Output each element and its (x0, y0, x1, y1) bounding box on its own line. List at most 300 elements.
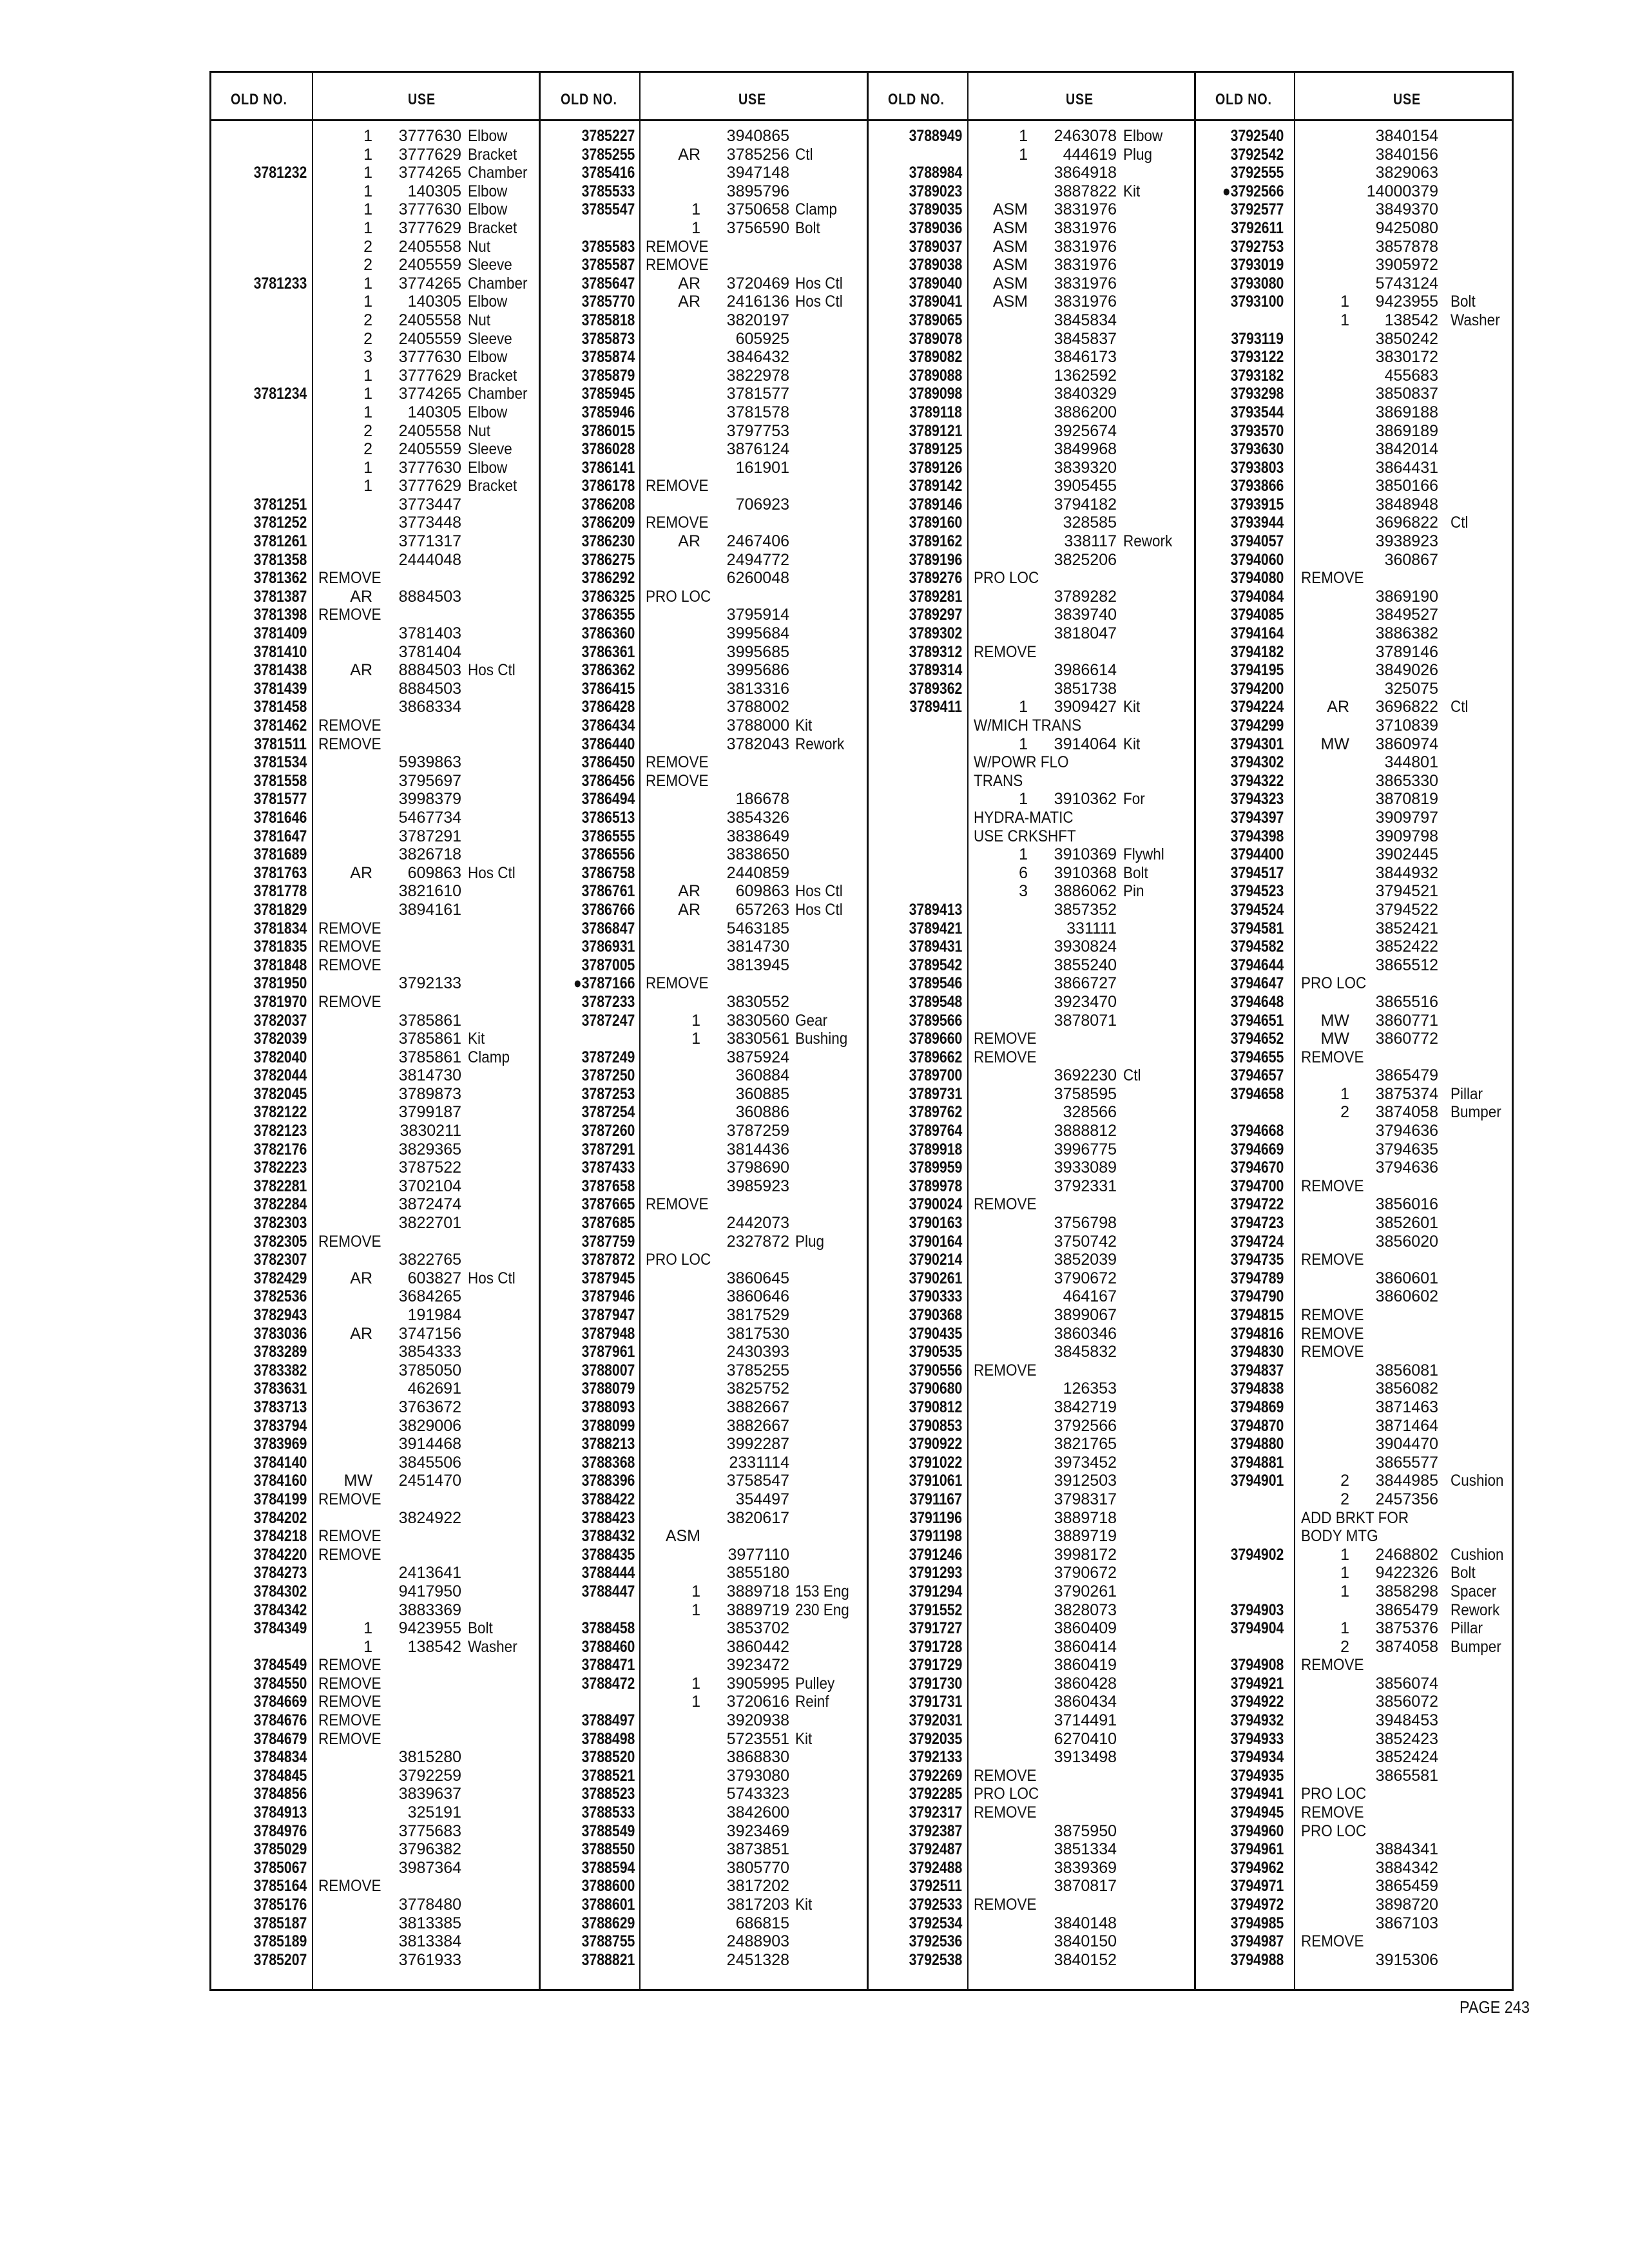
old-part-number: 3788007 (581, 1361, 635, 1379)
note-text: REMOVE (318, 992, 381, 1011)
old-part-number: 3789142 (909, 477, 962, 495)
table-row (211, 1343, 537, 1361)
table-row (539, 495, 865, 514)
note-text: REMOVE (646, 256, 709, 274)
use-part-number: 360867 (1384, 550, 1438, 569)
table-row (1194, 1048, 1514, 1067)
quantity-code: 1 (363, 458, 372, 477)
use-part-number: 3771317 (398, 532, 461, 551)
table-row (1194, 1085, 1514, 1104)
table-row (1194, 532, 1514, 551)
table-row (867, 182, 1192, 201)
table-row (539, 330, 865, 349)
old-part-number: 3789196 (909, 550, 962, 569)
use-part-number: 3785050 (398, 1361, 461, 1379)
old-part-number: 3787433 (581, 1158, 635, 1177)
part-description: Chamber (468, 164, 528, 182)
use-part-number: 3864431 (1375, 458, 1438, 477)
use-part-number: 2457356 (1375, 1490, 1438, 1508)
quantity-code: AR (678, 293, 700, 311)
old-part-number: 3793803 (1230, 458, 1284, 477)
table-row (1194, 680, 1514, 698)
old-part-number: 3786015 (581, 421, 635, 440)
use-part-number: 3865516 (1375, 992, 1438, 1011)
table-row (867, 127, 1192, 146)
use-part-number: 3830211 (400, 1122, 461, 1140)
table-row (867, 1379, 1192, 1398)
table-row (539, 1490, 865, 1509)
table-row (1194, 569, 1514, 588)
table-row (211, 1233, 537, 1251)
table-row (211, 624, 537, 643)
table-row (539, 753, 865, 772)
use-part-number: 3826718 (398, 845, 461, 864)
table-row (1194, 1435, 1514, 1454)
table-row (539, 1675, 865, 1693)
old-part-number: 3786494 (581, 790, 635, 809)
use-part-number: 3865459 (1375, 1877, 1438, 1896)
old-part-number: 3794195 (1230, 661, 1284, 680)
use-part-number: 3794636 (1375, 1122, 1438, 1140)
old-part-number: 3794901 (1230, 1472, 1284, 1490)
old-part-number: 3785946 (581, 403, 635, 421)
table-row (1194, 1103, 1514, 1122)
use-part-number: 3777629 (398, 477, 461, 495)
old-part-number: 3792540 (1230, 127, 1284, 145)
old-part-number: 3788447 (581, 1582, 635, 1600)
table-row (211, 367, 537, 385)
table-row (539, 293, 865, 311)
use-part-number: 3822978 (726, 366, 789, 385)
table-row (211, 1251, 537, 1269)
old-part-number: 3794644 (1230, 956, 1284, 974)
table-row (211, 459, 537, 477)
old-part-number: 3787249 (581, 1048, 635, 1066)
use-part-number: 3867103 (1375, 1914, 1438, 1932)
old-part-number: 3794080 (1230, 569, 1284, 588)
table-row (867, 551, 1192, 570)
old-part-number: 3791198 (909, 1527, 962, 1546)
old-part-number: 3789302 (909, 624, 962, 643)
note-text: REMOVE (318, 1232, 381, 1251)
table-row (1194, 440, 1514, 459)
quantity-code: 2 (363, 421, 372, 440)
old-part-number: 3794400 (1230, 845, 1284, 864)
use-part-number: 3875374 (1375, 1084, 1438, 1103)
use-part-number: 2327872 (726, 1232, 789, 1251)
note-text: REMOVE (974, 1030, 1037, 1048)
table-row (211, 1619, 537, 1638)
use-part-number: 9417950 (398, 1582, 461, 1600)
quantity-code: AR (350, 661, 372, 680)
note-text: REMOVE (1301, 1251, 1364, 1269)
use-part-number: 464167 (1063, 1287, 1117, 1306)
old-part-number: 3782040 (253, 1048, 307, 1066)
table-row (211, 1085, 537, 1104)
part-description: For (1123, 790, 1145, 809)
use-part-number: 5743323 (726, 1785, 789, 1803)
quantity-code: ASM (992, 256, 1028, 274)
use-part-number: 3785861 (398, 1011, 461, 1030)
table-row (539, 219, 865, 238)
table-row (539, 1914, 865, 1933)
note-text: REMOVE (318, 1490, 381, 1508)
table-row (867, 514, 1192, 532)
old-part-number: 3788497 (581, 1711, 635, 1730)
use-part-number: 3874058 (1375, 1637, 1438, 1656)
use-part-number: 3947148 (726, 164, 789, 182)
old-part-number: 3791729 (909, 1656, 962, 1675)
quantity-code: 1 (691, 200, 700, 219)
old-part-number: 3787253 (581, 1084, 635, 1103)
use-part-number: 3788002 (726, 698, 789, 716)
old-part-number: 3794908 (1230, 1656, 1284, 1675)
table-row (1194, 1619, 1514, 1638)
old-part-number: 3789037 (909, 237, 962, 256)
table-row (539, 1840, 865, 1859)
table-row (211, 532, 537, 551)
note-text: REMOVE (318, 1545, 381, 1564)
use-part-number: 3798317 (1054, 1490, 1117, 1508)
note-text: REMOVE (318, 1656, 381, 1675)
old-part-number: 3789088 (909, 366, 962, 385)
header-use: USE (1066, 91, 1094, 108)
table-row (211, 643, 537, 662)
old-part-number: 3789413 (909, 900, 962, 919)
old-part-number: 3794224 (1230, 698, 1284, 716)
use-part-number: 3831976 (1054, 218, 1117, 237)
table-row (539, 146, 865, 164)
part-description: 153 Eng (795, 1582, 849, 1600)
old-part-number: 3781232 (253, 164, 307, 182)
use-part-number: 140305 (407, 293, 461, 311)
table-row (1194, 1325, 1514, 1343)
table-row (211, 680, 537, 698)
use-part-number: 3884341 (1375, 1840, 1438, 1859)
table-row (539, 182, 865, 201)
use-part-number: 5723551 (726, 1729, 789, 1748)
note-text: W/MICH TRANS (974, 716, 1082, 735)
table-row (867, 1619, 1192, 1638)
note-text: REMOVE (1301, 569, 1364, 588)
table-row (539, 1048, 865, 1067)
old-part-number: 3790812 (909, 1398, 962, 1416)
old-part-number: 3794651 (1230, 1011, 1284, 1030)
table-row (867, 1177, 1192, 1196)
use-part-number: 2405559 (398, 256, 461, 274)
table-row (867, 1803, 1192, 1822)
quantity-code: AR (350, 587, 372, 606)
old-part-number: 3784669 (253, 1693, 307, 1711)
table-row (539, 1158, 865, 1177)
table-row (1194, 293, 1514, 311)
note-text: PRO LOC (974, 569, 1039, 588)
use-part-number: 9423955 (1375, 293, 1438, 311)
table-row (1194, 735, 1514, 754)
old-part-number: 3791552 (909, 1600, 962, 1619)
old-part-number: 3791728 (909, 1637, 962, 1656)
old-part-number: 3788368 (581, 1453, 635, 1472)
old-part-number: 3789040 (909, 274, 962, 293)
use-part-number: 3899067 (1054, 1306, 1117, 1324)
old-part-number: 3785547 (581, 200, 635, 219)
use-part-number: 3844932 (1375, 863, 1438, 882)
table-row (539, 1306, 865, 1325)
use-part-number: 3790672 (1054, 1269, 1117, 1287)
table-row (1194, 1932, 1514, 1951)
part-description: Elbow (468, 182, 508, 200)
table-row (539, 1287, 865, 1306)
table-row (1194, 1656, 1514, 1675)
table-row (539, 956, 865, 975)
table-row (539, 1546, 865, 1564)
old-part-number: 3785416 (581, 164, 635, 182)
old-part-number: 3782307 (253, 1251, 307, 1269)
quantity-code: MW (1320, 1030, 1349, 1048)
old-part-number: 3781439 (253, 679, 307, 698)
table-row (867, 1085, 1192, 1104)
table-row (1194, 164, 1514, 182)
table-row (539, 1269, 865, 1288)
use-part-number: 2405558 (398, 311, 461, 329)
old-part-number: 3791731 (909, 1693, 962, 1711)
old-part-number: 3786360 (581, 624, 635, 643)
table-row (211, 937, 537, 956)
old-part-number: 3786415 (581, 679, 635, 698)
note-text: REMOVE (974, 1803, 1037, 1822)
table-row (867, 367, 1192, 385)
quantity-code: MW (1320, 735, 1349, 753)
old-part-number: 3789662 (909, 1048, 962, 1066)
quantity-code: 1 (1340, 1084, 1349, 1103)
old-part-number: 3781438 (253, 661, 307, 680)
old-part-number: 3794322 (1230, 771, 1284, 790)
old-part-number: 3789421 (909, 919, 962, 937)
table-row (867, 1398, 1192, 1417)
use-part-number: 2405558 (398, 421, 461, 440)
use-part-number: 444619 (1063, 145, 1117, 164)
old-part-number: 3789660 (909, 1030, 962, 1048)
table-row (539, 127, 865, 146)
use-part-number: 3889719 (726, 1600, 789, 1619)
table-row (539, 937, 865, 956)
use-part-number: 3882667 (726, 1398, 789, 1416)
table-row (211, 1048, 537, 1067)
old-part-number: 3791730 (909, 1674, 962, 1693)
table-row (211, 1693, 537, 1711)
use-part-number: 3852422 (1375, 937, 1438, 956)
table-row (539, 1932, 865, 1951)
table-row (211, 661, 537, 680)
table-row (539, 1472, 865, 1490)
table-row (1194, 993, 1514, 1012)
use-part-number: 3838649 (726, 827, 789, 845)
table-row (1194, 1693, 1514, 1711)
part-description: Rework (1451, 1600, 1500, 1619)
use-part-number: 3774265 (398, 164, 461, 182)
table-row (539, 1711, 865, 1730)
part-description: Ctl (1451, 514, 1469, 532)
old-part-number: 3788396 (581, 1472, 635, 1490)
table-row (539, 1103, 865, 1122)
table-row (539, 1564, 865, 1582)
table-row (1194, 1675, 1514, 1693)
use-part-number: 9422326 (1375, 1564, 1438, 1582)
old-part-number: 3787947 (581, 1306, 635, 1324)
use-part-number: 3777629 (398, 366, 461, 385)
table-row (867, 1932, 1192, 1951)
note-text: PRO LOC (1301, 1821, 1367, 1840)
use-part-number: 3795697 (398, 771, 461, 790)
old-part-number: 3781398 (253, 606, 307, 624)
table-row (539, 643, 865, 662)
table-row (539, 477, 865, 495)
table-row (867, 588, 1192, 606)
old-part-number: 3794164 (1230, 624, 1284, 643)
quantity-code: 2 (363, 237, 372, 256)
table-row (1194, 330, 1514, 349)
use-part-number: 3831976 (1054, 200, 1117, 219)
table-row (211, 606, 537, 624)
table-row (1194, 1177, 1514, 1196)
part-description: Spacer (1451, 1582, 1497, 1600)
old-part-number: 3790261 (909, 1269, 962, 1287)
table-row (211, 1509, 537, 1528)
old-part-number: 3782943 (253, 1306, 307, 1324)
use-part-number: 3692230 (1054, 1066, 1117, 1085)
table-row (211, 514, 537, 532)
table-row (211, 1472, 537, 1490)
use-part-number: 3789146 (1375, 642, 1438, 661)
table-row (867, 698, 1192, 716)
table-row (211, 1601, 537, 1620)
part-description: Kit (795, 716, 813, 735)
old-part-number: 3792133 (909, 1748, 962, 1767)
old-part-number: 3786208 (581, 495, 635, 514)
use-part-number: 3777630 (398, 200, 461, 219)
use-part-number: 360884 (735, 1066, 789, 1085)
parts-table (209, 71, 1514, 1991)
old-part-number: 3794988 (1230, 1950, 1284, 1969)
old-part-number: 3783036 (253, 1324, 307, 1343)
old-part-number: 3789036 (909, 218, 962, 237)
table-row (539, 1343, 865, 1361)
old-part-number: 3783631 (253, 1379, 307, 1398)
table-row (211, 348, 537, 367)
old-part-number: 3789548 (909, 992, 962, 1011)
table-row (867, 1066, 1192, 1085)
old-part-number: 3781261 (253, 532, 307, 551)
table-row (1194, 716, 1514, 735)
quantity-code: AR (678, 145, 700, 164)
old-part-number: 3794655 (1230, 1048, 1284, 1066)
use-part-number: 3814730 (398, 1066, 461, 1085)
old-part-number: 3783969 (253, 1435, 307, 1454)
part-description: Pillar (1451, 1084, 1483, 1103)
old-part-number: 3781234 (253, 385, 307, 403)
old-part-number: 3792035 (909, 1729, 962, 1748)
table-row (211, 956, 537, 975)
use-part-number: 3785255 (726, 1361, 789, 1379)
use-part-number: 3820617 (726, 1508, 789, 1527)
use-part-number: 3782043 (726, 735, 789, 753)
use-part-number: 6270410 (1054, 1729, 1117, 1748)
old-part-number: 3794182 (1230, 642, 1284, 661)
old-part-number: 3782281 (253, 1177, 307, 1195)
old-part-number: 3793630 (1230, 440, 1284, 459)
use-part-number: 657263 (735, 900, 789, 919)
table-row (1194, 1582, 1514, 1601)
old-part-number: 3782536 (253, 1287, 307, 1306)
old-part-number: 3794902 (1230, 1545, 1284, 1564)
table-row (539, 459, 865, 477)
old-part-number: 3792753 (1230, 237, 1284, 256)
part-description: Chamber (468, 274, 528, 293)
part-description: Ctl (1123, 1066, 1141, 1085)
note-text: REMOVE (646, 753, 709, 772)
old-part-number: 3789411 (909, 698, 962, 716)
table-row (211, 753, 537, 772)
old-part-number: 3792577 (1230, 200, 1284, 219)
use-part-number: 3886200 (1054, 403, 1117, 421)
table-row (867, 1785, 1192, 1803)
old-part-number: 3794904 (1230, 1619, 1284, 1638)
quantity-code: 1 (363, 366, 372, 385)
use-part-number: 3789282 (1054, 587, 1117, 606)
table-row (867, 882, 1192, 901)
old-part-number: 3794302 (1230, 753, 1284, 772)
table-row (211, 864, 537, 883)
use-part-number: 3995684 (726, 624, 789, 643)
table-row (867, 532, 1192, 551)
old-part-number: 3781848 (253, 956, 307, 974)
old-part-number: 3789121 (909, 421, 962, 440)
table-row (1194, 1030, 1514, 1048)
old-part-number: 3784218 (253, 1527, 307, 1546)
old-part-number: 3794880 (1230, 1435, 1284, 1454)
table-row (867, 1490, 1192, 1509)
use-part-number: 3856020 (1375, 1232, 1438, 1251)
table-row (539, 661, 865, 680)
table-row (1194, 1122, 1514, 1140)
table-row (867, 1269, 1192, 1288)
table-row (211, 882, 537, 901)
table-row (211, 1103, 537, 1122)
use-part-number: 5939863 (398, 753, 461, 772)
use-part-number: 9425080 (1375, 218, 1438, 237)
quantity-code: 1 (1340, 1564, 1349, 1582)
use-part-number: 3820197 (726, 311, 789, 329)
use-part-number: 3849527 (1375, 606, 1438, 624)
note-text: REMOVE (1301, 1324, 1364, 1343)
table-row (539, 1177, 865, 1196)
old-part-number: 3794724 (1230, 1232, 1284, 1251)
quantity-code: 1 (363, 1619, 372, 1638)
quantity-code: AR (350, 863, 372, 882)
use-part-number: 3758595 (1054, 1084, 1117, 1103)
table-row (539, 367, 865, 385)
use-part-number: 3817529 (726, 1306, 789, 1324)
old-part-number: 3788984 (909, 164, 962, 182)
old-part-number: 3791246 (909, 1545, 962, 1564)
table-row (539, 1859, 865, 1878)
table-row (1194, 477, 1514, 495)
table-row (211, 1914, 537, 1933)
old-part-number: 3793122 (1230, 348, 1284, 367)
use-part-number: 3875950 (1054, 1821, 1117, 1840)
old-part-number: 3781834 (253, 919, 307, 937)
use-part-number: 126353 (1063, 1379, 1117, 1398)
